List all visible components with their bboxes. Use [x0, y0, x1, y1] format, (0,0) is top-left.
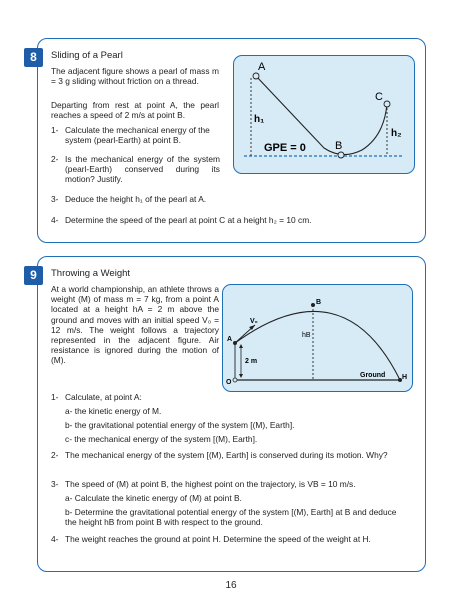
question-1: 1- Calculate, at point A:: [51, 392, 142, 402]
point-c-label: C: [375, 91, 383, 103]
question-1a: a- the kinetic energy of M.: [65, 406, 162, 416]
v0-label: V₀: [250, 318, 258, 325]
exercise-title: Sliding of a Pearl: [51, 50, 123, 61]
height-a-label: 2 m: [245, 358, 258, 365]
question-1c: c- the mechanical energy of the system [(M), Earth].: [65, 434, 258, 444]
question-2: 2- Is the mechanical energy of the system (pearl-Earth) conserved during its motion? Justify.: [51, 154, 220, 185]
exercise-title: Throwing a Weight: [51, 268, 131, 279]
question-2: 2- The mechanical energy of the system [(M), Earth] is conserved during its motion. Why?: [51, 450, 388, 460]
exercise-8-panel: [30, 38, 426, 243]
pearl-figure: [233, 55, 415, 174]
exercise-intro-2: Departing from rest at point A, the pearl reaches a speed of 2 m/s at point B.: [51, 100, 219, 121]
question-1b: b- the gravitational potential energy of the system [(M), Earth].: [65, 420, 295, 430]
h1-label: h₁: [254, 114, 265, 125]
question-4: 4- Determine the speed of the pearl at point C at a height h₂ = 10 cm.: [51, 215, 312, 225]
question-3: 3- Deduce the height h₁ of the pearl at A.: [51, 194, 207, 204]
point-a-label: A: [258, 61, 266, 73]
throw-figure: [222, 284, 413, 392]
h2-label: h₂: [391, 128, 402, 139]
question-3: 3- The speed of (M) at point B, the highest point on the trajectory, is VB = 10 m/s.: [51, 479, 356, 489]
point-h-label: H: [402, 374, 408, 381]
question-1: 1- Calculate the mechanical energy of the system (pearl-Earth) at point B.: [51, 125, 210, 146]
point-o-label: O: [226, 379, 232, 386]
hb-label: hB: [302, 332, 311, 339]
exercise-number-badge: 9: [24, 266, 43, 285]
gpe-reference-label: GPE = 0: [264, 142, 306, 154]
exercise-number-badge: 8: [24, 48, 43, 67]
question-4: 4- The weight reaches the ground at point H. Determine the speed of the weight at H.: [51, 534, 371, 544]
question-3b: b- Determine the gravitational potential energy of the system [(M), Earth] at B and deduce the height hB from point B with respect to the ground.: [65, 507, 397, 528]
page-number: 16: [225, 580, 237, 591]
exercise-9-panel: [30, 256, 426, 572]
ground-label: Ground: [360, 372, 386, 379]
question-3a: a- Calculate the kinetic energy of (M) at point B.: [65, 493, 242, 503]
exercise-intro-1: The adjacent figure shows a pearl of mass m = 3 g sliding without friction on a thread.: [51, 66, 219, 87]
point-b-label: B: [335, 140, 343, 152]
point-b-label: B: [316, 299, 322, 306]
exercise-intro: At a world championship, an athlete throws a weight (M) of mass m = 7 kg, from a point A located at a height hA = 2 m above the ground and moves with an initial speed V₀ = 12 m/s. The weight follows a trajectory represented in the adjacent figure. Air resistance is ignored during the motion of (M).: [51, 284, 219, 366]
point-a-label: A: [227, 336, 233, 343]
